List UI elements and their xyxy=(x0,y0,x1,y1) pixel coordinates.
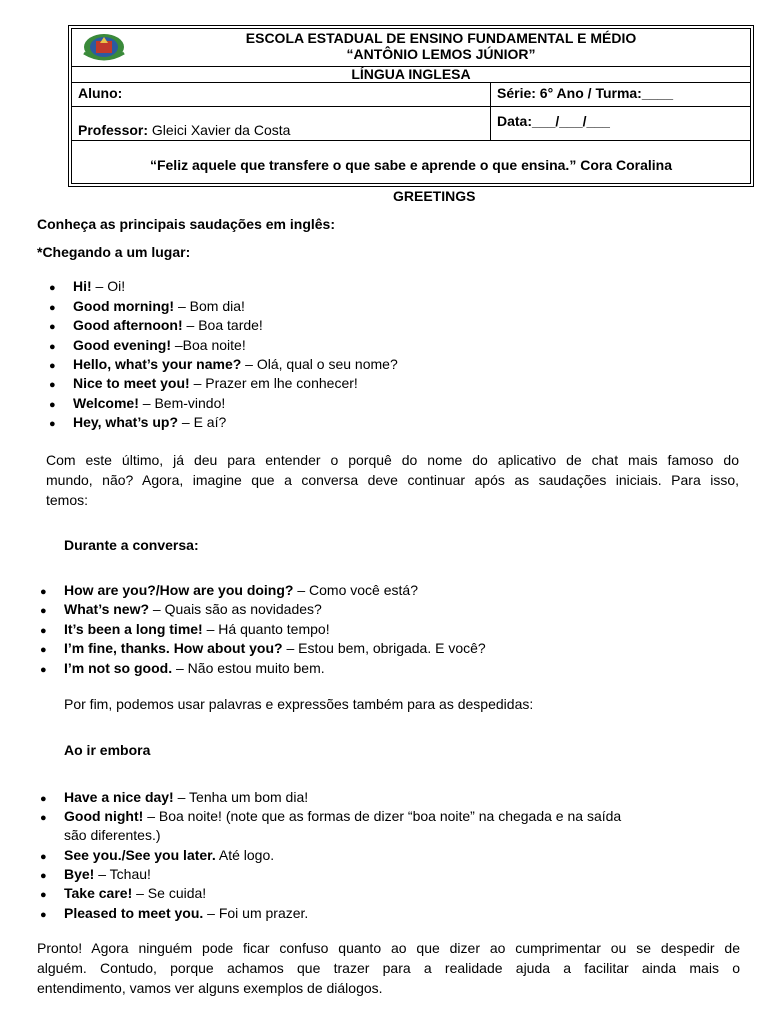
student-row xyxy=(72,83,750,107)
list-item: Have a nice day! – Tenha um bom dia! xyxy=(64,789,309,805)
section-heading-conversation: Durante a conversa: xyxy=(64,537,199,553)
teacher-row xyxy=(72,107,750,141)
intro-text: Conheça as principais saudações em inglês: xyxy=(37,216,335,232)
paragraph-line: Pronto! Agora ninguém pode ficar confuso quanto ao que dizer ao cumprimentar ou se despedir de xyxy=(37,940,740,956)
list-item: Good night! – Boa noite! (note que as formas de dizer “boa noite” na chegada e na saída xyxy=(64,808,622,824)
list-item: See you./See you later. Até logo. xyxy=(64,847,275,863)
student-cell xyxy=(72,83,491,106)
teacher-cell xyxy=(72,107,491,140)
bullet-dot: ● xyxy=(49,341,56,353)
bullet-dot: ● xyxy=(49,379,56,391)
bullet-dot: ● xyxy=(49,360,56,372)
paragraph-line: mundo, não? Agora, imagine que a conversa deve continuar após as saudações iniciais. Para isso, xyxy=(46,472,739,488)
subject-name: LÍNGUA INGLESA xyxy=(351,66,471,82)
header-table xyxy=(68,25,754,187)
list-item: I’m fine, thanks. How about you? – Estou bem, obrigada. E você? xyxy=(64,640,486,656)
grade-class-field: Série: 6° Ano / Turma:____ xyxy=(497,85,673,101)
bullet-dot: ● xyxy=(49,418,56,430)
paragraph-line: alguém. Contudo, porque achamos que trazer para a realidade ajuda a facilitar ainda mais o xyxy=(37,960,740,976)
school-name xyxy=(132,30,750,62)
list-item: It’s been a long time! – Há quanto tempo! xyxy=(64,621,330,637)
page-title: GREETINGS xyxy=(393,188,476,204)
bullet-dot: ● xyxy=(40,909,47,921)
paragraph-conclusion xyxy=(37,938,740,998)
quote-row xyxy=(72,141,750,183)
school-title-row xyxy=(72,29,750,67)
list-item: Bye! – Tchau! xyxy=(64,866,151,882)
date-cell xyxy=(491,107,750,140)
list-item: Take care! – Se cuida! xyxy=(64,885,207,901)
bullet-dot: ● xyxy=(40,664,47,676)
list-item: How are you?/How are you doing? – Como você está? xyxy=(64,582,418,598)
bullet-dot: ● xyxy=(40,644,47,656)
subject-row xyxy=(72,67,750,83)
bullet-dot: ● xyxy=(40,625,47,637)
list-item: Good afternoon! – Boa tarde! xyxy=(73,317,263,333)
list-item: Hey, what’s up? – E aí? xyxy=(73,414,227,430)
bullet-dot: ● xyxy=(40,889,47,901)
bullet-dot: ● xyxy=(40,851,47,863)
bullet-dot: ● xyxy=(40,586,47,598)
list-item: Pleased to meet you. – Foi um prazer. xyxy=(64,905,309,921)
teacher-label: Professor: xyxy=(78,122,149,138)
bullet-dot: ● xyxy=(49,302,56,314)
bullet-dot: ● xyxy=(49,399,56,411)
bullet-dot: ● xyxy=(49,321,56,333)
paragraph-line: Com este último, já deu para entender o porquê do nome do aplicativo de chat mais famoso do xyxy=(46,452,739,468)
bullet-dot: ● xyxy=(49,282,56,294)
school-crest-icon xyxy=(80,31,128,63)
section-heading-leaving: Ao ir embora xyxy=(64,742,151,758)
list-item: Welcome! – Bem-vindo! xyxy=(73,395,226,411)
epigraph-quote: “Feliz aquele que transfere o que sabe e aprende o que ensina.” Cora Coralina xyxy=(149,157,673,173)
list-item: Hi! – Oi! xyxy=(73,278,126,294)
list-item: I’m not so good. – Não estou muito bem. xyxy=(64,660,325,676)
school-name-line2: “ANTÔNIO LEMOS JÚNIOR” xyxy=(346,46,536,62)
list-item: Nice to meet you! – Prazer em lhe conhecer! xyxy=(73,375,358,391)
list-item: Good morning! – Bom dia! xyxy=(73,298,245,314)
paragraph-line: entendimento, vamos ver alguns exemplos de diálogos. xyxy=(37,980,383,996)
bullet-dot: ● xyxy=(40,870,47,882)
section-heading-arriving: *Chegando a um lugar: xyxy=(37,244,191,260)
paragraph-line: temos: xyxy=(46,492,89,508)
list-item: Good evening! –Boa noite! xyxy=(73,337,246,353)
list-item: Hello, what’s your name? – Olá, qual o seu nome? xyxy=(73,356,398,372)
paragraph-whatsapp xyxy=(46,450,739,510)
list-item-continuation: são diferentes.) xyxy=(64,827,161,843)
list-item: What’s new? – Quais são as novidades? xyxy=(64,601,322,617)
student-label: Aluno: xyxy=(78,85,123,101)
bullet-dot: ● xyxy=(40,793,47,805)
teacher-name: Gleici Xavier da Costa xyxy=(151,122,291,138)
bullet-dot: ● xyxy=(40,812,47,824)
date-field: Data:___/___/___ xyxy=(497,113,610,129)
bullet-dot: ● xyxy=(40,605,47,617)
grade-cell xyxy=(491,83,750,106)
paragraph-farewells: Por fim, podemos usar palavras e expressões também para as despedidas: xyxy=(64,696,534,712)
school-name-line1: ESCOLA ESTADUAL DE ENSINO FUNDAMENTAL E MÉDIO xyxy=(245,30,637,46)
header-inner xyxy=(71,28,751,184)
